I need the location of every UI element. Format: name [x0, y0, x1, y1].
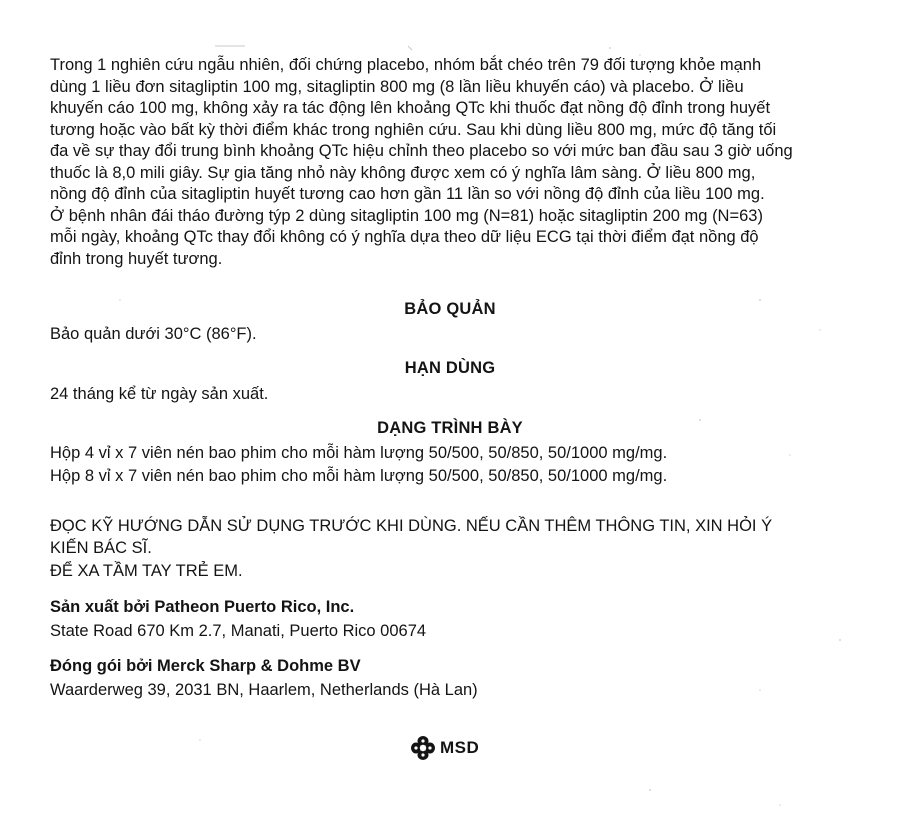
paragraph-line: dùng 1 liều đơn sitagliptin 100 mg, sitagliptin 800 mg (8 lần liều khuyến cáo) và placebo. Ở liều	[50, 77, 744, 96]
paragraph-line: khuyến cáo 100 mg, không xảy ra tác động lên khoảng QTc khi thuốc đạt nồng độ đỉnh trong huyết	[50, 99, 771, 117]
paragraph-line: Trong 1 nghiên cứu ngẫu nhiên, đối chứng placebo, nhóm bắt chéo trên 79 đối tượng khỏe mạnh	[50, 56, 762, 74]
paragraph-line: Ở bệnh nhân đái tháo đường týp 2 dùng sitagliptin 100 mg (N=81) hoặc sitagliptin 200 mg (N=63)	[50, 206, 763, 225]
packager-label: Đóng gói bởi Merck Sharp & Dohme BV	[50, 657, 361, 675]
presentation-line: Hộp 4 vỉ x 7 viên nén bao phim cho mỗi hàm lượng 50/500, 50/850, 50/1000 mg/mg.	[50, 444, 668, 462]
shelf-life-heading: HẠN DÙNG	[404, 359, 496, 377]
msd-logo-text: MSD	[440, 738, 480, 757]
warning-line: ĐỌC KỸ HƯỚNG DẪN SỬ DỤNG TRƯỚC KHI DÙNG. NẾU CẦN THÊM THÔNG TIN, XIN HỎI Ý	[50, 517, 773, 535]
paragraph-line: nồng độ đỉnh của sitagliptin huyết tương cao hơn gần 11 lần so với nồng độ đỉnh của liều 100 mg.	[50, 185, 765, 203]
storage-text: Bảo quản dưới 30°C (86°F).	[50, 325, 257, 343]
msd-logo	[410, 735, 479, 761]
storage-heading: BẢO QUẢN	[404, 300, 496, 318]
packager-address: Waarderweg 39, 2031 BN, Haarlem, Netherlands (Hà Lan)	[50, 681, 478, 699]
presentation-line: Hộp 8 vỉ x 7 viên nén bao phim cho mỗi hàm lượng 50/500, 50/850, 50/1000 mg/mg.	[50, 467, 668, 485]
warning-line: ĐỂ XA TẦM TAY TRẺ EM.	[50, 562, 243, 580]
msd-logo-icon	[410, 735, 436, 761]
paragraph-line: tương hoặc vào bất kỳ thời điểm khác trong nghiên cứu. Sau khi dùng liều 800 mg, mức độ tăng tối	[50, 120, 777, 139]
paragraph-line: đỉnh trong huyết tương.	[50, 249, 223, 268]
manufacturer-address: State Road 670 Km 2.7, Manati, Puerto Rico 00674	[50, 622, 427, 640]
qtc-study-paragraph	[50, 55, 862, 270]
manufacturer-label: Sản xuất bởi Patheon Puerto Rico, Inc.	[50, 598, 355, 616]
paragraph-line: đa về sự thay đổi trung bình khoảng QTc hiệu chỉnh theo placebo so với mức ban đầu sau 3 giờ uống	[50, 142, 793, 160]
shelf-life-text: 24 tháng kể từ ngày sản xuất.	[50, 385, 269, 403]
paragraph-line: thuốc là 8,0 mili giây. Sự gia tăng nhỏ này không được xem có ý nghĩa lâm sàng. Ở liều 800 mg,	[50, 163, 756, 182]
presentation-heading: DẠNG TRÌNH BÀY	[377, 419, 523, 437]
paragraph-line: mỗi ngày, khoảng QTc thay đổi không có ý nghĩa dựa theo dữ liệu ECG tại thời điểm đạt nồng độ	[50, 228, 759, 246]
warning-line: KIẾN BÁC SĨ.	[50, 539, 152, 557]
